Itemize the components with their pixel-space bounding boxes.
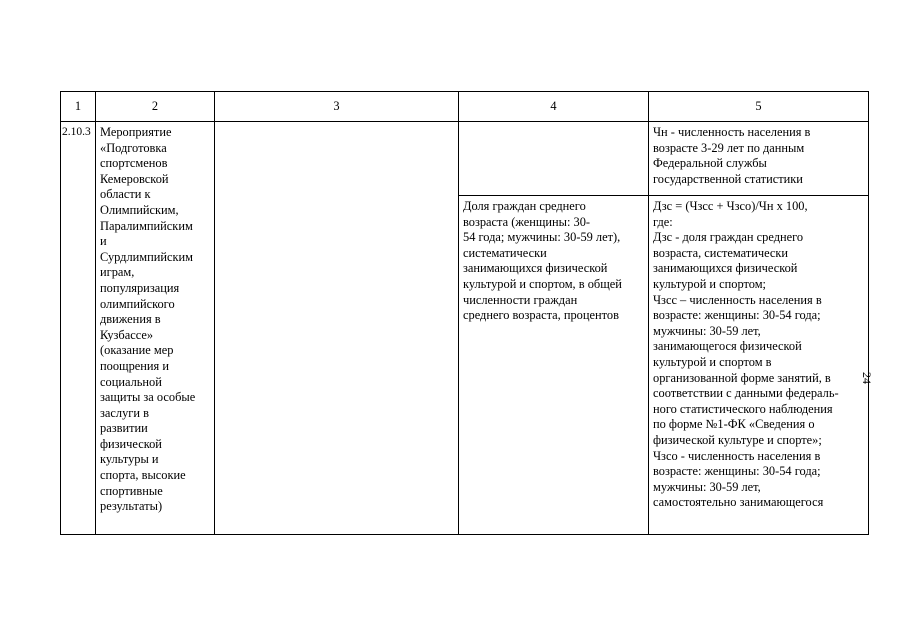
population-definition: Чн - численность населения в возрасте 3-29 лет по данным Федеральной службы государственной статистики: [653, 125, 811, 186]
indicator-formula: Дзс = (Чзсс + Чзсо)/Чн х 100, где: Дзс - доля граждан среднего возраста, систематически занимающихся физической культурой и спортом; Чзсс – численность населения в возрасте: женщины: 30-54 года; мужчины: 30-59 лет, занимающегося физической культурой и спортом в организованной форме занятий, в соответствии с данными федераль- ного статистического наблюдения по форме №1-ФК «Сведения о физической культуре и спорте»; Чзсо - численность населения в возрасте: женщины: 30-54 года; мужчины: 30-59 лет, самостоятельно занимающегося: [653, 199, 839, 510]
col4-top-cell: [459, 122, 649, 196]
page-number: 24: [860, 372, 874, 384]
header-col-1: 1: [61, 92, 96, 122]
table-row: [61, 122, 869, 196]
row-number-cell: [61, 122, 96, 535]
col5-top-cell: [649, 122, 869, 196]
indicator-name: Доля граждан среднего возраста (женщины: 30- 54 года; мужчины: 30-59 лет), систематически занимающихся физической культурой и спортом, в общей численности граждан среднего возраста, процентов: [463, 199, 622, 323]
header-col-4: 4: [459, 92, 649, 122]
header-col-2: 2: [96, 92, 215, 122]
header-col-5: 5: [649, 92, 869, 122]
col3-cell: [215, 122, 459, 535]
col4-top-text: [459, 122, 648, 127]
table-header-row: [61, 92, 869, 122]
row-number: 2.10.3: [62, 126, 91, 138]
indicator-table: [60, 91, 869, 535]
col3-text: [215, 122, 458, 127]
event-description: Мероприятие «Подготовка спортсменов Кемеровской области к Олимпийским, Паралимпийским и Сурдлимпийским играм, популяризация олимпийского движения в Кузбассе» (оказание мер поощрения и социальной защиты за особые заслуги в развитии физической культуры и спорта, высокие спортивные результаты): [100, 125, 196, 514]
event-cell: [96, 122, 215, 535]
indicator-name-cell: [459, 196, 649, 535]
header-col-3: 3: [215, 92, 459, 122]
formula-cell: [649, 196, 869, 535]
